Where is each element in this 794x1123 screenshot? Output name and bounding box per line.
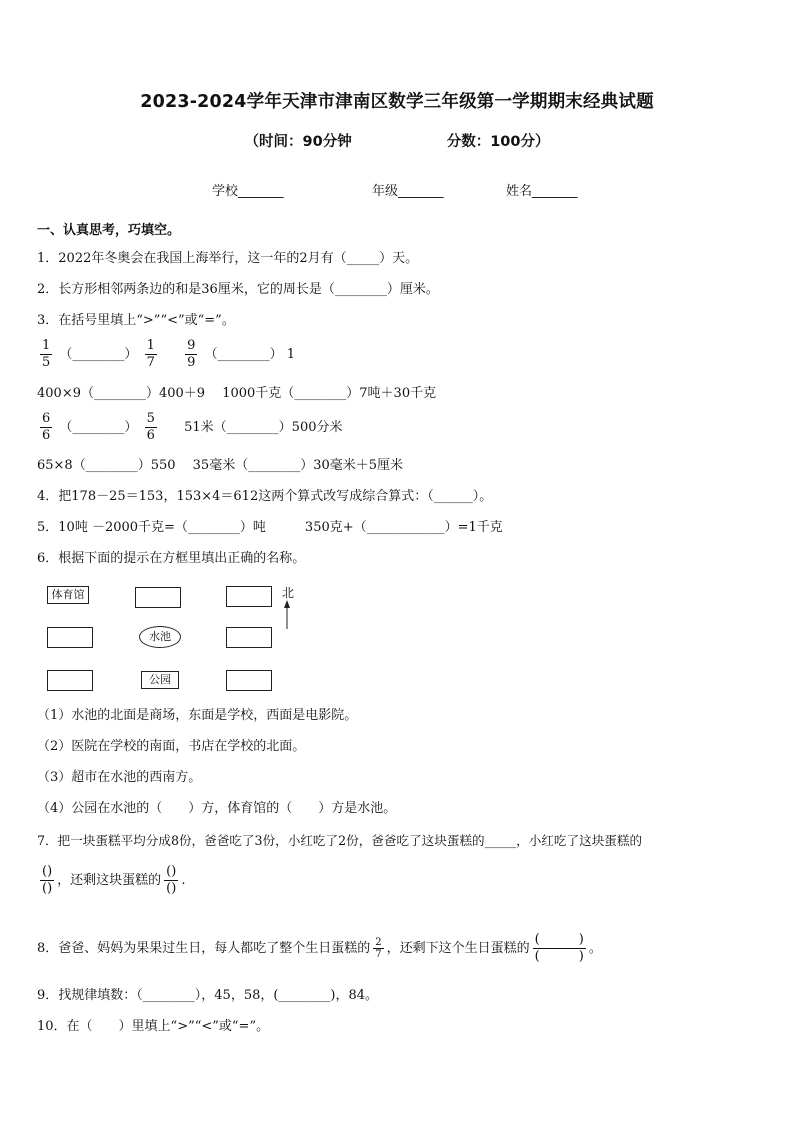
question-3-row-b: 400×9（________）400＋9 1000千克（________）7吨＋30千克	[37, 386, 437, 401]
question-6-part-3: （3）超市在水池的西南方。	[37, 770, 202, 785]
question-8: 8．爸爸、妈妈为果果过生日，每人都吃了整个生日蛋糕的 $\frac{2}{7}$ ，还剩下这个生日蛋糕的 $\frac{( )}{( )}$ 。	[37, 932, 602, 964]
name-field[interactable]: 姓名_______	[506, 184, 578, 199]
pool-label: 水池	[139, 626, 181, 648]
answer-blank[interactable]: （________）	[59, 420, 138, 435]
north-arrow-icon	[281, 600, 293, 630]
gym-label: 体育馆	[47, 586, 89, 604]
time-label: （时间：90分钟	[244, 134, 352, 150]
question-7: 7．把一块蛋糕平均分成8份，爸爸吃了3份，小红吃了2份，爸爸吃了这块蛋糕的_____，小红吃了这块蛋糕的	[37, 833, 643, 848]
fraction: $\frac{6}{6}$	[42, 411, 51, 443]
exam-meta	[0, 130, 794, 151]
question-2: 2．长方形相邻两条边的和是36厘米，它的周长是（________）厘米。	[37, 282, 439, 297]
question-3-row-a: $\frac{1}{5}$ （________） $\frac{1}{7}$ $\frac{9}{9}$ （________） 1	[42, 338, 295, 370]
question-6-part-2: （2）医院在学校的南面，书店在学校的北面。	[37, 739, 306, 754]
fraction-blank[interactable]: $\frac{( )}{( )}$	[534, 932, 584, 964]
fraction: $\frac{2}{7}$	[375, 937, 382, 960]
answer-blank[interactable]: （________）	[204, 347, 283, 362]
page-title: 2023-2024学年天津市津南区数学三年级第一学期期末经典试题	[140, 92, 654, 112]
question-3-row-c: $\frac{6}{6}$ （________） $\frac{5}{6}$ 51米（________）500分米	[42, 411, 343, 443]
answer-blank[interactable]: （________）	[59, 347, 138, 362]
question-1: 1．2022年冬奥会在我国上海举行，这一年的2月有（_____）天。	[37, 251, 419, 266]
question-4: 4．把178－25＝153，153×4＝612这两个算式改写成综合算式：（______）。	[37, 489, 493, 504]
fraction: $\frac{5}{6}$	[146, 411, 155, 443]
question-9: 9．找规律填数：（________），45，58，(________)，84。	[37, 988, 379, 1003]
fraction: $\frac{9}{9}$	[187, 338, 196, 370]
answer-box[interactable]	[226, 670, 272, 691]
school-field[interactable]: 学校_______	[212, 184, 284, 199]
question-6: 6．根据下面的提示在方框里填出正确的名称。	[37, 551, 306, 566]
question-3-row-d: 65×8（________）550 35毫米（________）30毫米＋5厘米	[37, 458, 404, 473]
north-label: 北	[282, 586, 295, 600]
answer-box[interactable]	[226, 586, 272, 607]
fraction-blank[interactable]: $\frac{()}{()}$	[42, 864, 53, 896]
grade-field[interactable]: 年级_______	[372, 184, 444, 199]
fraction-blank[interactable]: $\frac{()}{()}$	[166, 864, 177, 896]
question-10: 10．在（ ）里填上“>”“<”或“=”。	[37, 1019, 270, 1034]
section-heading: 一、认真思考，巧填空。	[37, 223, 181, 238]
question-6-part-4: （4）公园在水池的（ ）方，体育馆的（ ）方是水池。	[37, 801, 397, 816]
answer-box[interactable]	[47, 670, 93, 691]
park-label: 公园	[141, 671, 179, 689]
question-3: 3．在括号里填上“>”“<”或“=”。	[37, 313, 235, 328]
answer-box[interactable]	[135, 587, 181, 608]
question-7-cont: $\frac{()}{()}$ ，还剩这块蛋糕的 $\frac{()}{()}$ .	[42, 864, 186, 896]
fraction: $\frac{1}{5}$	[42, 338, 51, 370]
answer-box[interactable]	[47, 627, 93, 648]
question-6-part-1: （1）水池的北面是商场，东面是学校，西面是电影院。	[37, 708, 358, 723]
score-label: 分数：100分）	[446, 134, 550, 150]
question-5: 5．10吨 －2000千克=（________）吨 350克+（____________）=1千克	[37, 520, 503, 535]
answer-box[interactable]	[226, 627, 272, 648]
fraction: $\frac{1}{7}$	[146, 338, 155, 370]
